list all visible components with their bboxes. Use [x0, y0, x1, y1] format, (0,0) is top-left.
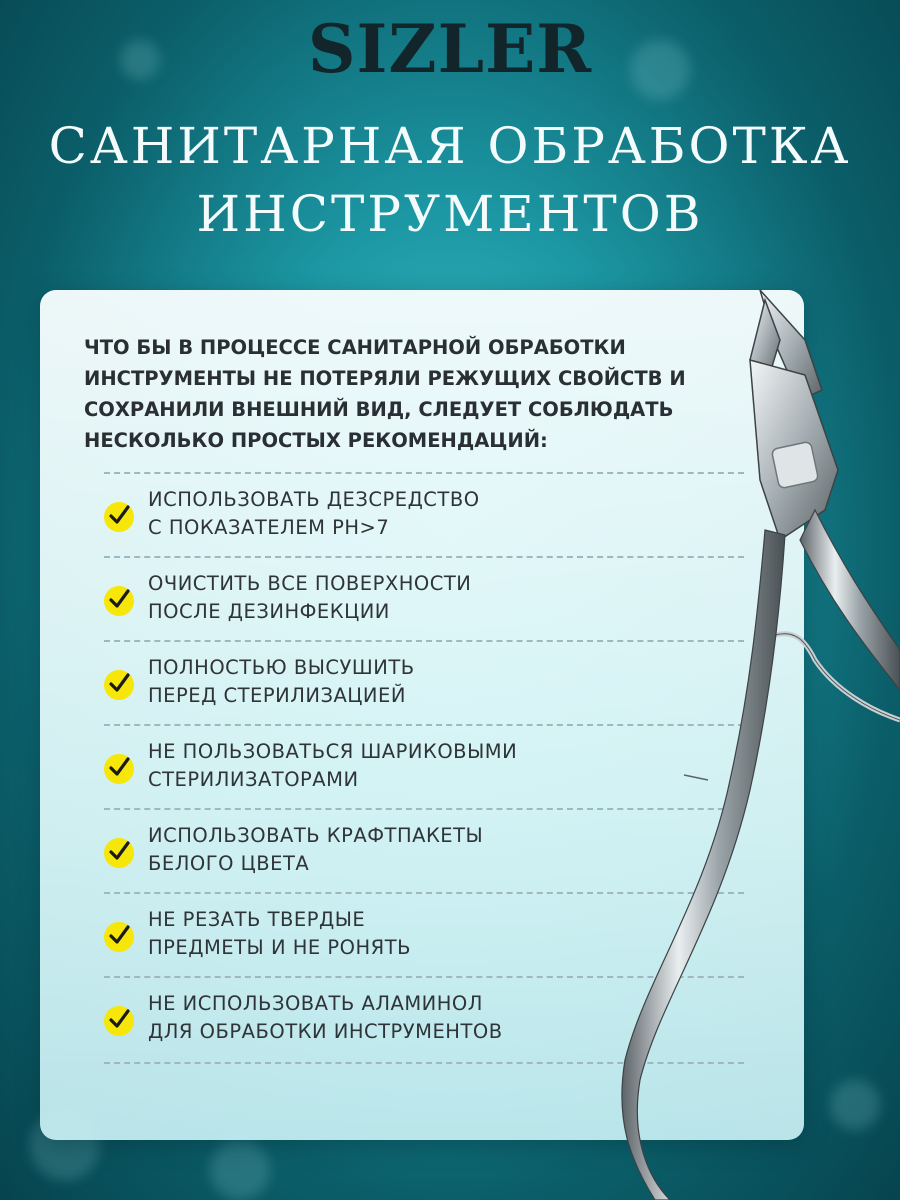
item-text: ИСПОЛЬЗОВАТЬ КРАФТПАКЕТЫ БЕЛОГО ЦВЕТА — [148, 824, 484, 875]
check-icon — [104, 922, 134, 952]
check-icon — [104, 754, 134, 784]
check-icon — [104, 670, 134, 700]
item-text: ОЧИСТИТЬ ВСЕ ПОВЕРХНОСТИ ПОСЛЕ ДЕЗИНФЕКЦИИ — [148, 572, 472, 623]
check-icon — [104, 1006, 134, 1036]
bokeh-light — [210, 1140, 270, 1200]
check-icon — [104, 586, 134, 616]
item-text: НЕ ПОЛЬЗОВАТЬСЯ ШАРИКОВЫМИ СТЕРИЛИЗАТОРАМИ — [148, 740, 518, 791]
page-title — [0, 112, 900, 248]
brand-logo: SIZLER — [307, 10, 593, 88]
cuticle-nipper-illustration — [600, 280, 900, 1200]
check-icon — [104, 838, 134, 868]
item-text: НЕ РЕЗАТЬ ТВЕРДЫЕ ПРЕДМЕТЫ И НЕ РОНЯТЬ — [148, 908, 412, 959]
check-icon — [104, 502, 134, 532]
item-text: ПОЛНОСТЬЮ ВЫСУШИТЬ ПЕРЕД СТЕРИЛИЗАЦИЕЙ — [148, 656, 415, 707]
item-text: НЕ ИСПОЛЬЗОВАТЬ АЛАМИНОЛ ДЛЯ ОБРАБОТКИ ИНСТРУМЕНТОВ — [148, 992, 503, 1043]
title-line: САНИТАРНАЯ ОБРАБОТКА — [48, 117, 852, 175]
intro-text: ЧТО БЫ В ПРОЦЕССЕ САНИТАРНОЙ ОБРАБОТКИ ИНСТРУМЕНТЫ НЕ ПОТЕРЯЛИ РЕЖУЩИХ СВОЙСТВ И СОХРАНИЛИ ВНЕШНИЙ ВИД, СЛЕДУЕТ СОБЛЮДАТЬ НЕСКОЛЬКО ПРОСТЫХ РЕКОМЕНДАЦИЙ: — [84, 336, 686, 452]
title-line: ИНСТРУМЕНТОВ — [196, 185, 704, 243]
item-text: ИСПОЛЬЗОВАТЬ ДЕЗСРЕДСТВО С ПОКАЗАТЕЛЕМ PH>7 — [148, 488, 480, 539]
